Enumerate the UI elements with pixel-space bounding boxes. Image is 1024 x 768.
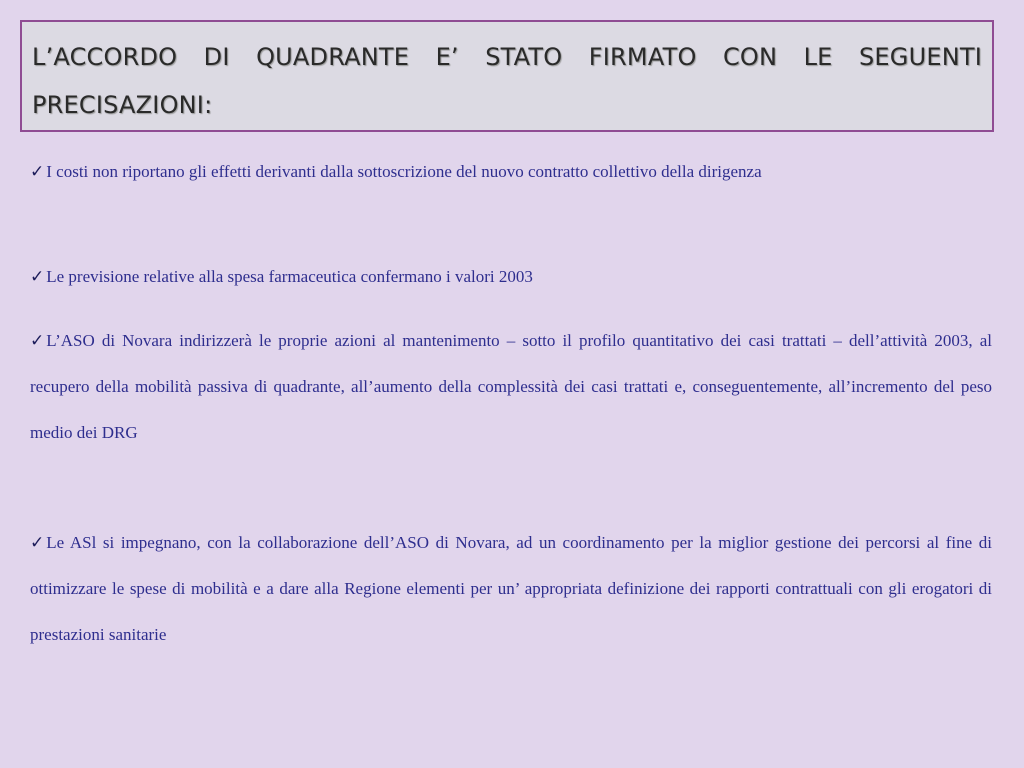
bullet-text: Le ASl si impegnano, con la collaborazione dell’ASO di Novara, ad un coordinamento per la miglior gestione dei percorsi al fine di ottimizzare le spese di mobilità e a dare alla Regione elementi per un’ appropriata definizione dei rapporti contrattuali con gli erogatori di prestazioni sanitarie [30,533,992,644]
check-icon: ✓ [30,533,45,553]
check-icon: ✓ [30,331,45,351]
check-icon: ✓ [30,162,45,182]
check-icon: ✓ [30,267,45,287]
title-box [20,20,994,132]
bullet-item [30,520,992,658]
bullet-text: I costi non riportano gli effetti derivanti dalla sottoscrizione del nuovo contratto collettivo della dirigenza [46,162,762,181]
bullet-item [30,254,992,300]
bullet-text: Le previsione relative alla spesa farmaceutica confermano i valori 2003 [46,267,533,286]
bullet-text: L’ASO di Novara indirizzerà le proprie azioni al mantenimento – sotto il profilo quantitativo dei casi trattati – dell’attività 2003, al recupero della mobilità passiva di quadrante, all’aumento della complessità dei casi trattati e, conseguentemente, all’incremento del peso medio dei DRG [30,331,992,442]
slide-title: L’ACCORDO DI QUADRANTE E’ STATO FIRMATO CON LE SEGUENTI PRECISAZIONI: [32,43,982,119]
bullet-item [30,318,992,456]
bullet-item [30,149,992,195]
